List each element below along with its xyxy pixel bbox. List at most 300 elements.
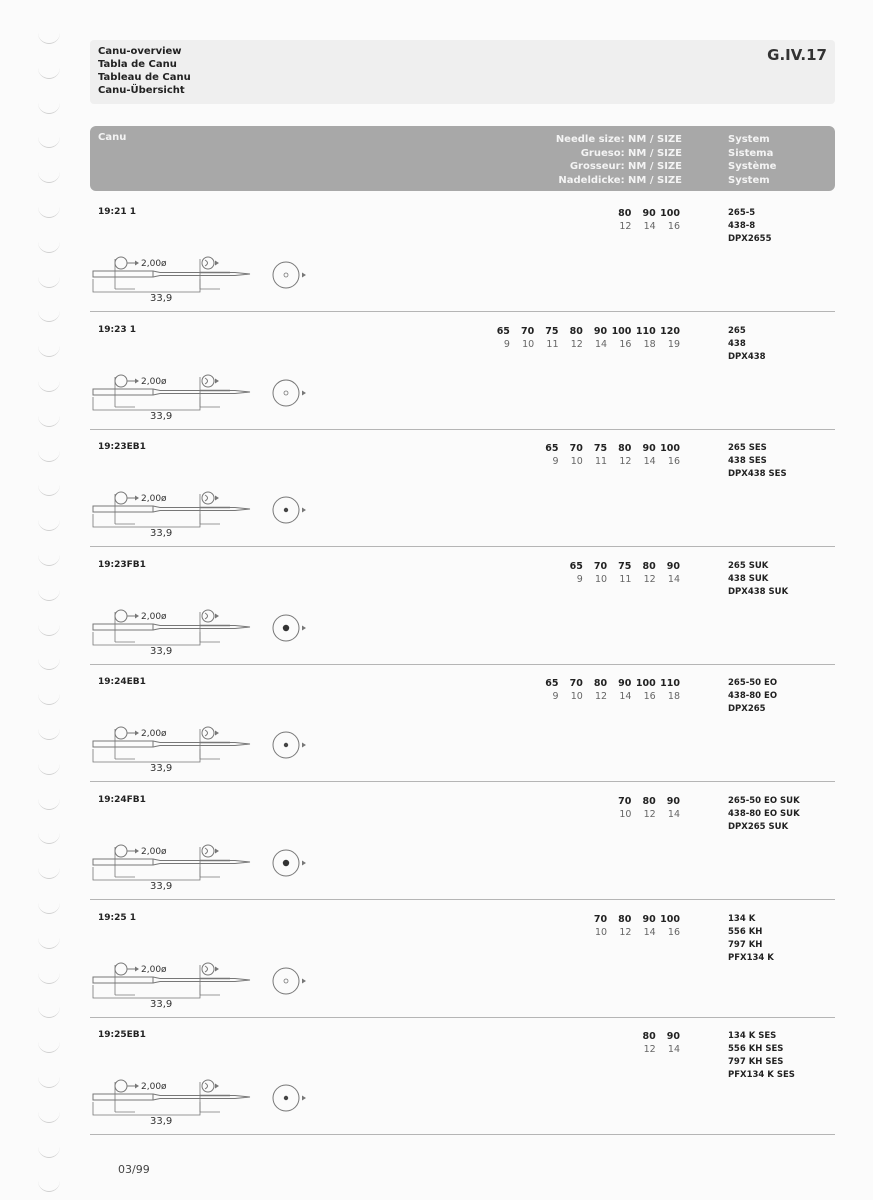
size-value: 16 <box>667 456 680 468</box>
binding-hole <box>38 102 60 114</box>
nm-value: 90 <box>666 1031 680 1043</box>
arrow-head-icon <box>302 978 306 983</box>
binding-hole <box>38 241 60 253</box>
header-system-line: Système <box>728 161 777 172</box>
system-code: 265-50 EO SUK <box>728 796 800 806</box>
eye-symbol-mark <box>205 260 208 266</box>
size-column <box>534 325 558 351</box>
needle-name: 19:23EB1 <box>98 442 146 453</box>
size-column <box>607 207 631 233</box>
size-value: 14 <box>667 1044 680 1056</box>
nm-value: 75 <box>618 560 632 572</box>
size-column <box>510 325 534 351</box>
size-value: 11 <box>546 338 559 350</box>
system-code: 134 K SES <box>728 1031 777 1042</box>
length-label: 33,9 <box>150 763 173 775</box>
size-column <box>656 325 680 351</box>
nm-value: 90 <box>642 913 656 925</box>
size-value: 10 <box>570 691 583 703</box>
size-value: 14 <box>643 221 656 232</box>
size-column <box>631 677 655 703</box>
point-round-icon <box>284 979 288 983</box>
needle-name: 19:23FB1 <box>98 559 146 570</box>
nm-value: 80 <box>642 1031 656 1043</box>
point-medium-ball-icon <box>283 860 289 866</box>
system-code: 265 SUK <box>728 560 769 571</box>
system-list <box>728 325 766 364</box>
system-code: PFX134 K SES <box>728 1070 795 1081</box>
arrow-head-icon <box>135 496 139 501</box>
nm-value: 80 <box>618 208 632 219</box>
length-label: 33,9 <box>150 410 173 422</box>
point-light-ball-icon <box>284 508 288 512</box>
nm-value: 80 <box>642 560 656 572</box>
needle-diagram <box>90 663 330 781</box>
binding-hole <box>38 1146 60 1158</box>
nm-value: 80 <box>593 678 608 690</box>
needle-row <box>90 1016 835 1135</box>
system-code: 265-5 <box>728 208 756 218</box>
needle-shank <box>93 859 153 865</box>
size-column <box>656 913 680 939</box>
header-system <box>728 133 776 187</box>
binding-hole <box>38 276 60 288</box>
size-column <box>559 325 583 351</box>
arrow-head-icon <box>302 390 306 395</box>
needle-shank <box>93 1094 153 1100</box>
binding-hole <box>38 554 60 566</box>
diameter-label: 2,00ø <box>141 611 167 622</box>
table-header <box>90 126 835 191</box>
length-dimension-line <box>93 985 200 998</box>
nm-value: 80 <box>642 796 656 807</box>
needle-diagram <box>90 193 330 311</box>
binding-hole <box>38 867 60 879</box>
size-value: 16 <box>667 926 680 938</box>
binding-hole <box>38 693 60 705</box>
size-column <box>631 913 655 939</box>
size-value: 16 <box>643 691 656 703</box>
header-needle-line: Needle size: NM / SIZE <box>555 134 682 145</box>
arrow-head-icon <box>302 1096 306 1101</box>
size-value: 14 <box>643 456 656 468</box>
arrow-head-icon <box>135 378 139 383</box>
size-columns <box>583 913 680 939</box>
system-code: 265 SES <box>728 443 767 454</box>
nm-value: 100 <box>660 913 680 925</box>
arrow-head-icon <box>215 966 219 971</box>
diameter-label: 2,00ø <box>141 729 167 740</box>
system-list <box>728 795 800 834</box>
size-column <box>631 1030 655 1056</box>
size-column <box>583 560 607 586</box>
binding-hole <box>38 345 60 357</box>
needle-shank <box>93 977 153 983</box>
size-value: 12 <box>643 1044 656 1056</box>
arrow-head-icon <box>302 861 306 866</box>
diameter-label: 2,00ø <box>141 964 167 975</box>
system-code: 438-8 <box>728 221 756 231</box>
nm-value: 70 <box>593 913 608 925</box>
arrow-head-icon <box>302 743 306 748</box>
diameter-circle-icon <box>115 845 127 857</box>
size-value: 14 <box>667 809 680 820</box>
system-list <box>728 442 787 481</box>
system-list <box>728 677 777 716</box>
length-dimension-line <box>93 397 200 410</box>
size-value: 14 <box>643 926 656 938</box>
size-value: 14 <box>667 573 680 585</box>
binding-hole <box>38 902 60 914</box>
binding-hole <box>38 519 60 531</box>
size-columns <box>607 795 680 821</box>
title-line-en: Canu-overview <box>98 46 182 57</box>
size-column <box>583 677 607 703</box>
system-list <box>728 560 788 599</box>
point-light-ball-icon <box>284 743 288 747</box>
system-list <box>728 207 772 246</box>
arrow-head-icon <box>135 966 139 971</box>
header-needle-line: Grosseur: NM / SIZE <box>569 161 682 172</box>
point-medium-ball-icon <box>283 625 289 631</box>
nm-value: 90 <box>666 560 680 572</box>
needle-name: 19:23 1 <box>98 324 137 335</box>
point-type-icon <box>273 968 299 994</box>
nm-value: 65 <box>545 443 559 455</box>
header-needle-size <box>556 133 682 187</box>
size-value: 9 <box>503 338 510 350</box>
system-code: PFX134 K <box>728 952 774 963</box>
point-light-ball-icon <box>284 1096 288 1100</box>
length-label: 33,9 <box>150 645 173 657</box>
size-value: 12 <box>643 809 656 820</box>
binding-hole <box>38 798 60 810</box>
size-column <box>534 442 558 468</box>
nm-value: 70 <box>618 796 632 807</box>
nm-value: 70 <box>520 325 535 337</box>
needle-name: 19:25EB1 <box>98 1030 146 1041</box>
nm-value: 80 <box>618 443 632 455</box>
arrow-head-icon <box>135 613 139 618</box>
system-code: DPX265 <box>728 704 766 715</box>
size-column <box>656 560 680 586</box>
arrow-head-icon <box>215 613 219 618</box>
diameter-label: 2,00ø <box>141 376 167 387</box>
needle-row <box>90 899 835 1018</box>
size-column <box>607 442 631 468</box>
size-value: 9 <box>552 691 559 703</box>
binding-hole <box>38 310 60 322</box>
needle-diagram <box>90 781 330 899</box>
size-column <box>583 442 607 468</box>
nm-value: 90 <box>593 325 608 337</box>
size-columns <box>559 560 680 586</box>
system-code: 438 SES <box>728 456 767 467</box>
needle-row <box>90 428 835 547</box>
system-code: DPX438 <box>728 351 766 362</box>
size-value: 10 <box>595 926 608 938</box>
arrow-head-icon <box>135 731 139 736</box>
needle-row <box>90 311 835 430</box>
nm-value: 90 <box>618 678 632 690</box>
binding-hole <box>38 1111 60 1123</box>
size-column <box>559 677 583 703</box>
binding-hole <box>38 136 60 148</box>
diameter-circle-icon <box>115 727 127 739</box>
binding-hole <box>38 1006 60 1018</box>
page-code: G.IV.17 <box>767 46 827 64</box>
eye-symbol-mark <box>205 848 208 854</box>
needle-diagram <box>90 546 330 664</box>
size-column <box>559 560 583 586</box>
system-list <box>728 913 774 965</box>
diameter-label: 2,00ø <box>141 1082 167 1093</box>
binding-hole <box>38 624 60 636</box>
size-column <box>631 795 655 821</box>
binding-hole <box>38 67 60 79</box>
nm-value: 100 <box>660 208 680 219</box>
length-dimension-line <box>93 279 200 292</box>
binding-hole <box>38 206 60 218</box>
binding-hole <box>38 1041 60 1053</box>
eye-symbol-mark <box>205 378 208 384</box>
arrow-head-icon <box>215 1084 219 1089</box>
size-value: 10 <box>619 809 632 820</box>
size-value: 12 <box>619 221 632 232</box>
size-column <box>607 677 631 703</box>
size-value: 10 <box>522 338 535 350</box>
size-value: 16 <box>619 338 632 350</box>
needle-diagram <box>90 428 330 546</box>
nm-value: 110 <box>635 325 656 337</box>
nm-value: 100 <box>611 325 632 337</box>
footer-date: 03/99 <box>118 1163 150 1176</box>
binding-hole <box>38 832 60 844</box>
binding-hole <box>38 380 60 392</box>
size-value: 10 <box>570 456 583 468</box>
length-dimension-line <box>93 867 200 880</box>
system-code: 438-80 EO <box>728 691 778 702</box>
arrow-head-icon <box>215 849 219 854</box>
nm-value: 80 <box>569 325 583 337</box>
diameter-label: 2,00ø <box>141 494 167 505</box>
nm-value: 90 <box>642 208 656 219</box>
arrow-head-icon <box>215 731 219 736</box>
size-column <box>559 442 583 468</box>
binding-hole <box>38 32 60 44</box>
system-code: DPX2655 <box>728 234 772 244</box>
nm-value: 90 <box>642 443 656 455</box>
arrow-head-icon <box>215 496 219 501</box>
arrow-head-icon <box>302 625 306 630</box>
nm-value: 75 <box>545 325 559 337</box>
binding-hole <box>38 484 60 496</box>
size-columns <box>607 207 680 233</box>
system-code: DPX438 SES <box>728 469 787 480</box>
size-column <box>631 560 655 586</box>
nm-value: 110 <box>660 678 680 690</box>
eye-symbol-mark <box>205 613 208 619</box>
size-column <box>631 207 655 233</box>
nm-value: 120 <box>660 325 680 337</box>
needle-row <box>90 546 835 665</box>
arrow-head-icon <box>302 273 306 278</box>
size-column <box>656 442 680 468</box>
size-value: 11 <box>595 456 608 468</box>
size-column <box>607 560 631 586</box>
system-code: 438 SUK <box>728 573 769 584</box>
binding-hole <box>38 658 60 670</box>
size-columns <box>631 1030 680 1056</box>
size-value: 12 <box>643 573 656 585</box>
header-system-line: System <box>728 174 770 186</box>
nm-value: 70 <box>569 678 583 690</box>
diameter-circle-icon <box>115 963 127 975</box>
needle-name: 19:24EB1 <box>98 677 146 688</box>
needle-diagram <box>90 311 330 429</box>
nm-value: 65 <box>569 560 583 572</box>
length-label: 33,9 <box>150 293 173 304</box>
diameter-circle-icon <box>115 492 127 504</box>
title-line-es: Tabla de Canu <box>98 59 177 70</box>
needle-row <box>90 663 835 782</box>
size-value: 18 <box>667 691 680 703</box>
needle-name: 19:21 1 <box>98 207 137 217</box>
binding-hole <box>38 1180 60 1192</box>
size-value: 14 <box>619 691 632 703</box>
binding-hole <box>38 937 60 949</box>
system-list <box>728 1030 795 1082</box>
binding-hole <box>38 171 60 183</box>
diameter-label: 2,00ø <box>141 259 167 269</box>
system-code: DPX438 SUK <box>728 586 789 597</box>
needle-diagram <box>90 1016 330 1134</box>
needle-row <box>90 193 835 312</box>
system-code: 438 <box>728 338 746 349</box>
size-column <box>631 325 655 351</box>
nm-value: 90 <box>666 796 680 807</box>
size-value: 9 <box>552 456 559 468</box>
header-system-line: Sistema <box>728 147 774 159</box>
system-code: 134 K <box>728 913 756 924</box>
diameter-label: 2,00ø <box>141 847 167 857</box>
point-type-icon <box>273 262 299 288</box>
header-canu: Canu <box>98 132 127 143</box>
binding-hole <box>38 728 60 740</box>
needle-shank <box>93 389 153 395</box>
size-columns <box>534 677 680 703</box>
needle-shank <box>93 506 153 512</box>
nm-value: 100 <box>660 443 680 455</box>
size-column <box>607 795 631 821</box>
needle-shank <box>93 741 153 747</box>
nm-value: 80 <box>618 913 632 925</box>
size-column <box>583 325 607 351</box>
binding-holes <box>38 0 68 1200</box>
length-label: 33,9 <box>150 998 173 1010</box>
arrow-head-icon <box>135 849 139 854</box>
size-columns <box>486 325 680 351</box>
header-system-line: System <box>728 134 770 145</box>
nm-value: 65 <box>545 678 559 690</box>
needle-diagram <box>90 899 330 1017</box>
diameter-circle-icon <box>115 375 127 387</box>
size-column <box>607 913 631 939</box>
nm-value: 70 <box>593 560 608 572</box>
length-dimension-line <box>93 514 200 527</box>
size-value: 18 <box>643 338 656 350</box>
point-round-icon <box>284 273 288 277</box>
arrow-head-icon <box>215 378 219 383</box>
system-code: 438-80 EO SUK <box>728 809 800 819</box>
length-dimension-line <box>93 749 200 762</box>
size-column <box>656 207 680 233</box>
needle-name: 19:24FB1 <box>98 795 146 805</box>
system-code: 265 <box>728 325 746 336</box>
binding-hole <box>38 972 60 984</box>
size-column <box>486 325 510 351</box>
size-column <box>583 913 607 939</box>
size-value: 12 <box>619 926 632 938</box>
binding-hole <box>38 763 60 775</box>
title-bar <box>90 40 835 104</box>
nm-value: 75 <box>593 443 608 455</box>
needle-shank <box>93 624 153 630</box>
title-line-fr: Tableau de Canu <box>98 72 191 83</box>
size-column <box>631 442 655 468</box>
point-round-icon <box>284 391 288 395</box>
system-code: 797 KH <box>728 939 763 950</box>
length-label: 33,9 <box>150 881 173 892</box>
eye-symbol-mark <box>205 1083 208 1089</box>
header-needle-line: Nadeldicke: NM / SIZE <box>558 174 682 186</box>
eye-symbol-mark <box>205 966 208 972</box>
size-value: 12 <box>619 456 632 468</box>
eye-symbol-mark <box>205 730 208 736</box>
system-code: DPX265 SUK <box>728 822 789 832</box>
system-code: 556 KH <box>728 926 763 937</box>
eye-symbol-mark <box>205 495 208 501</box>
binding-hole <box>38 589 60 601</box>
nm-value: 100 <box>635 678 656 690</box>
nm-value: 65 <box>496 325 510 337</box>
size-value: 11 <box>619 573 632 585</box>
size-column <box>607 325 631 351</box>
binding-hole <box>38 1076 60 1088</box>
length-dimension-line <box>93 1102 200 1115</box>
binding-hole <box>38 450 60 462</box>
size-value: 19 <box>667 338 680 350</box>
title-line-de: Canu-Übersicht <box>98 85 185 96</box>
length-dimension-line <box>93 632 200 645</box>
header-needle-line: Grueso: NM / SIZE <box>580 147 682 159</box>
system-code: 797 KH SES <box>728 1057 784 1068</box>
size-value: 16 <box>667 221 680 232</box>
size-column <box>534 677 558 703</box>
binding-hole <box>38 415 60 427</box>
size-column <box>656 1030 680 1056</box>
needle-name: 19:25 1 <box>98 912 137 923</box>
size-column <box>656 795 680 821</box>
diameter-circle-icon <box>115 1080 127 1092</box>
arrow-head-icon <box>302 508 306 513</box>
diameter-circle-icon <box>115 257 127 269</box>
arrow-head-icon <box>215 261 219 266</box>
length-label: 33,9 <box>150 528 173 540</box>
system-code: 556 KH SES <box>728 1044 784 1055</box>
length-label: 33,9 <box>150 1116 173 1128</box>
size-columns <box>534 442 680 468</box>
